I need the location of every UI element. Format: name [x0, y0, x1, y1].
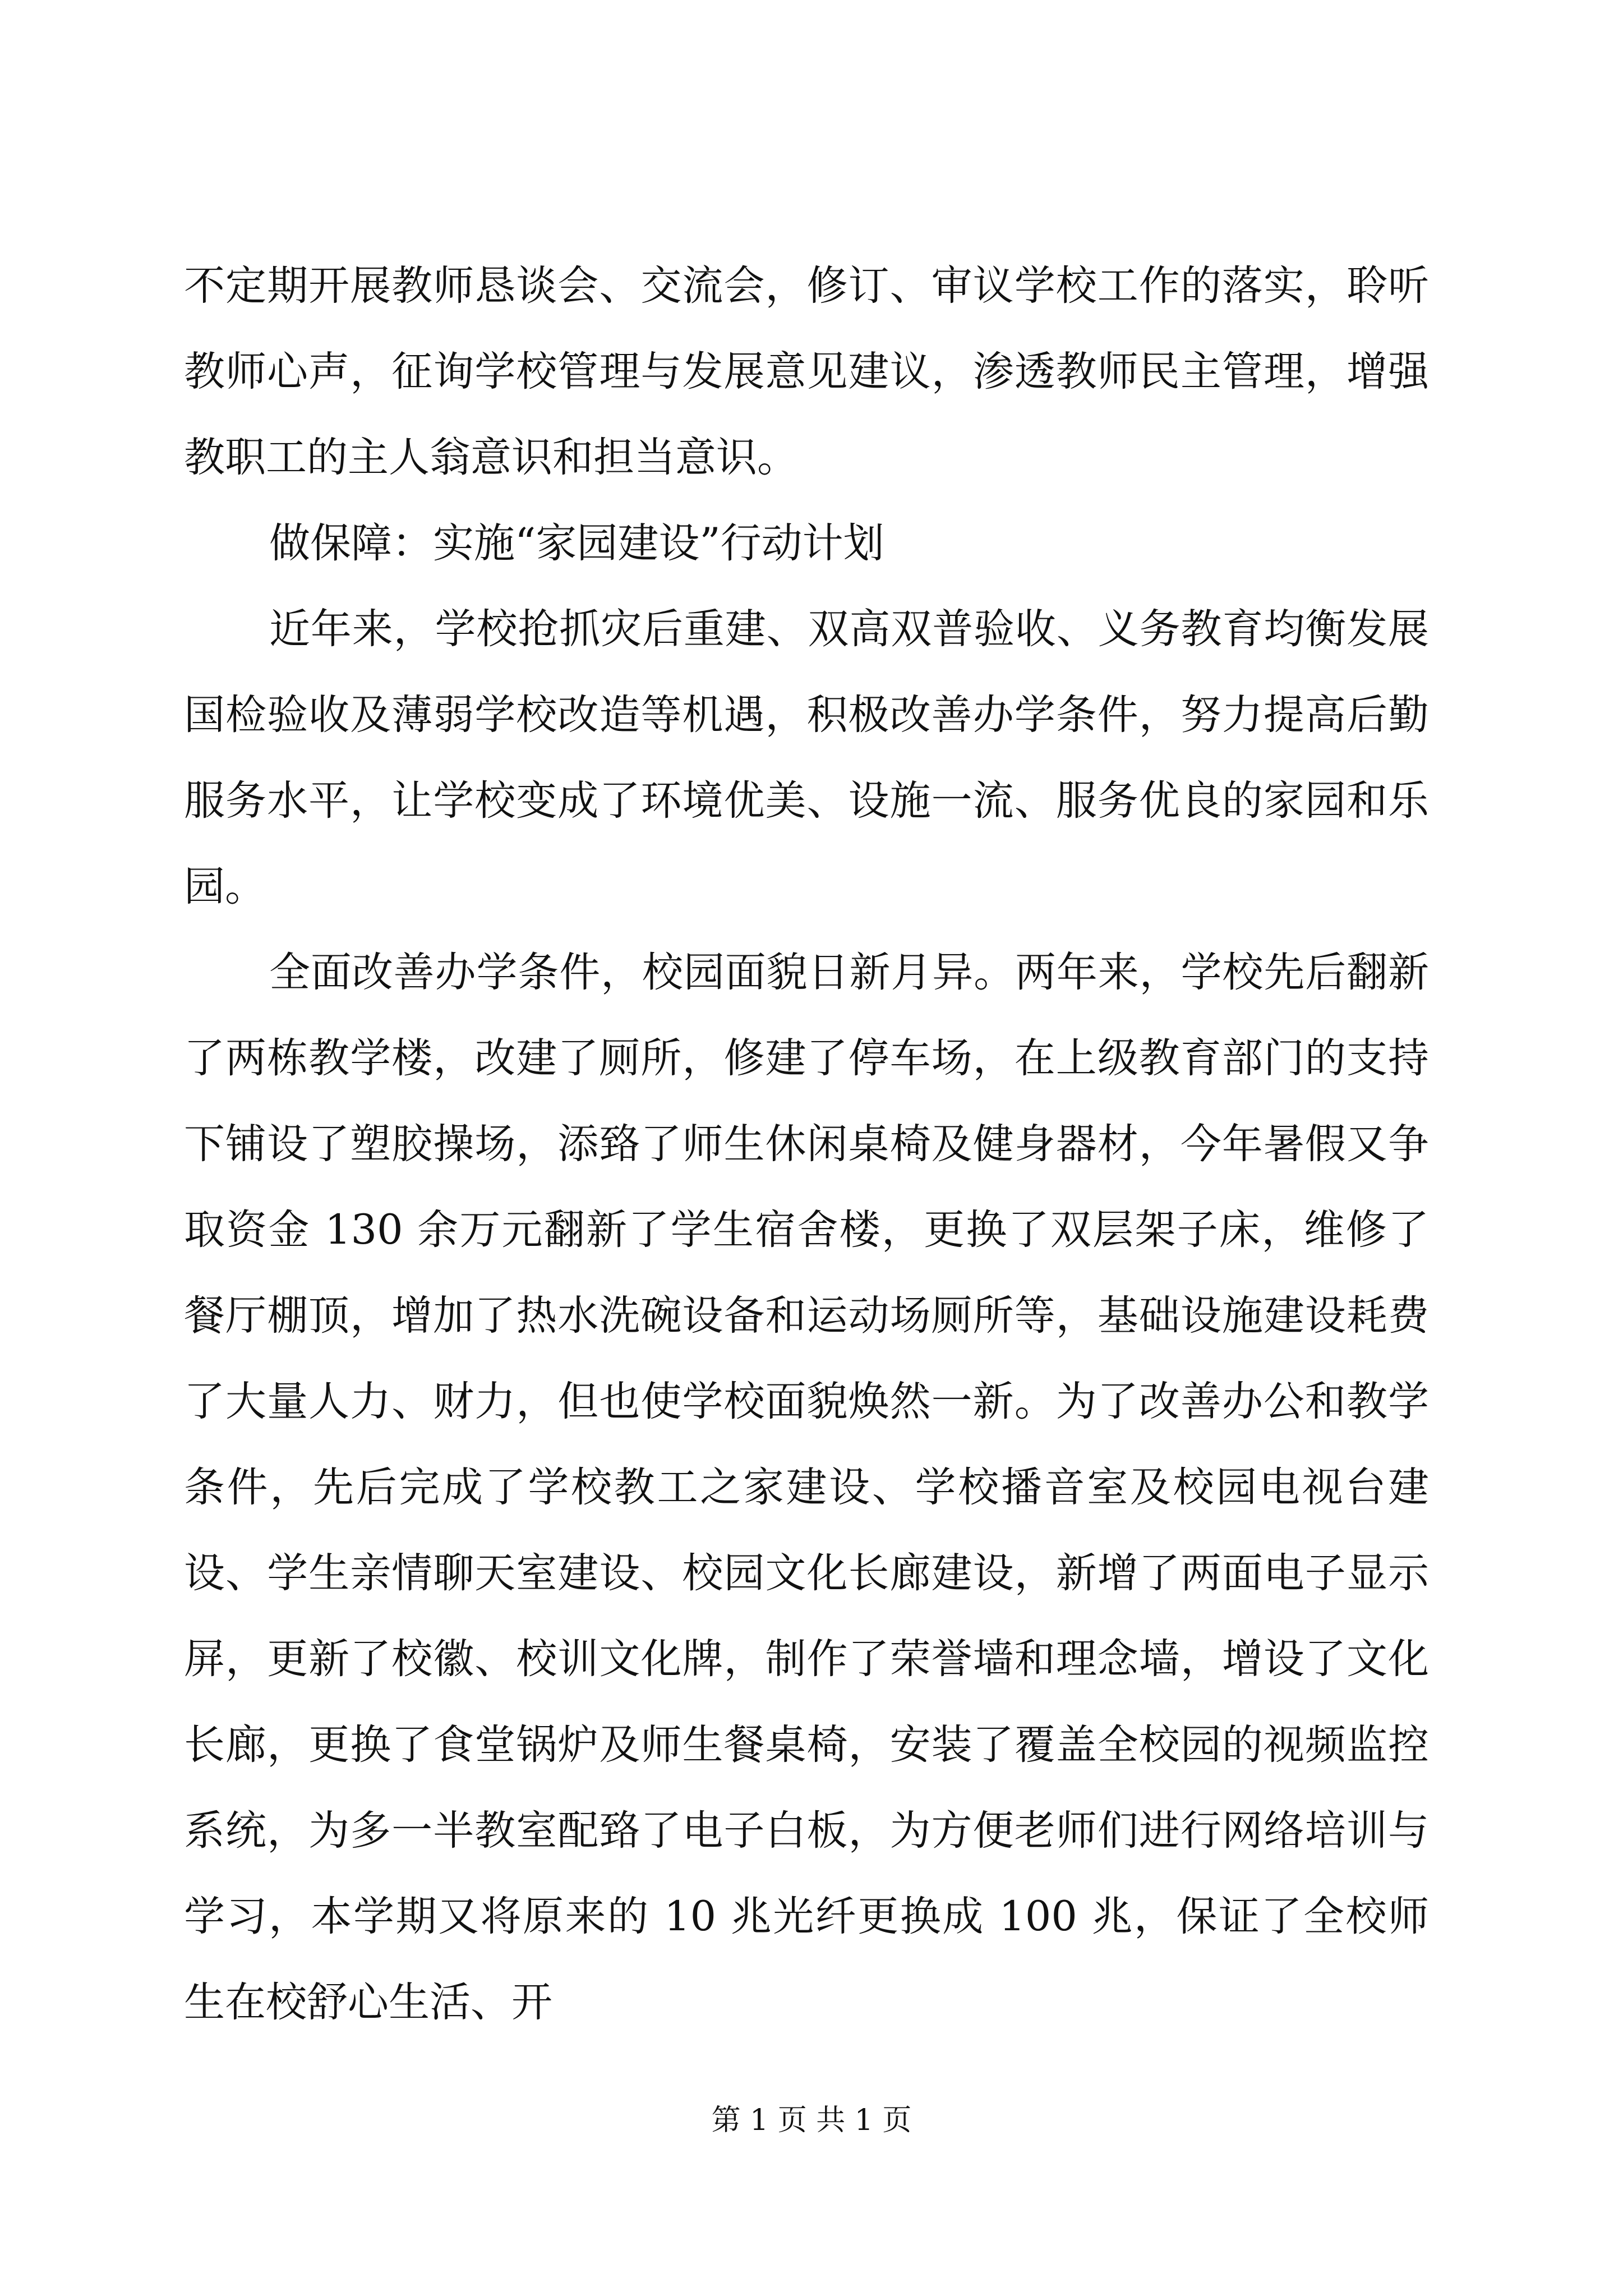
section-heading-home-construction: 做保障：实施“家园建设”行动计划	[269, 519, 884, 567]
document-body	[184, 243, 1429, 2045]
paragraph-recent-years: 近年来，学校抢抓灾后重建、双高双普验收、义务教育均衡发展国检验收及薄弱学校改造等机遇，积极改善办学条件，努力提高后勤服务水平，让学校变成了环境优美、设施一流、服务优良的家园和乐园。	[184, 605, 1429, 910]
page-footer: 第 1 页 共 1 页	[711, 2104, 912, 2137]
paragraph-improve-conditions: 全面改善办学条件，校园面貌日新月异。两年来，学校先后翻新了两栋教学楼，改建了厕所，修建了停车场，在上级教育部门的支持下铺设了塑胶操场，添臵了师生休闲桌椅及健身器材，今年暑假又争取资金 130 余万元翻新了学生宿舍楼，更换了双层架子床，维修了餐厅棚顶，增加了热水洗碗设备和运动场厕所等，基础设施建设耗费了大量人力、财力，但也使学校面貌焕然一新。为了改善办公和教学条件，先后完成了学校教工之家建设、学校播音室及校园电视台建设、学生亲情聊天室建设、校园文化长廊建设，新增了两面电子显示屏，更新了校徽、校训文化牌，制作了荣誉墙和理念墙，增设了文化长廊，更换了食堂锅炉及师生餐桌椅，安装了覆盖全校园的视频监控系统，为多一半教室配臵了电子白板，为方便老师们进行网络培训与学习，本学期又将原来的 10 兆光纤更换成 100 兆，保证了全校师生在校舒心生活、开	[184, 949, 1429, 2026]
paragraph-teacher-meetings: 不定期开展教师恳谈会、交流会，修订、审议学校工作的落实，聆听教师心声，征询学校管理与发展意见建议，渗透教师民主管理，增强教职工的主人翁意识和担当意识。	[184, 262, 1429, 481]
